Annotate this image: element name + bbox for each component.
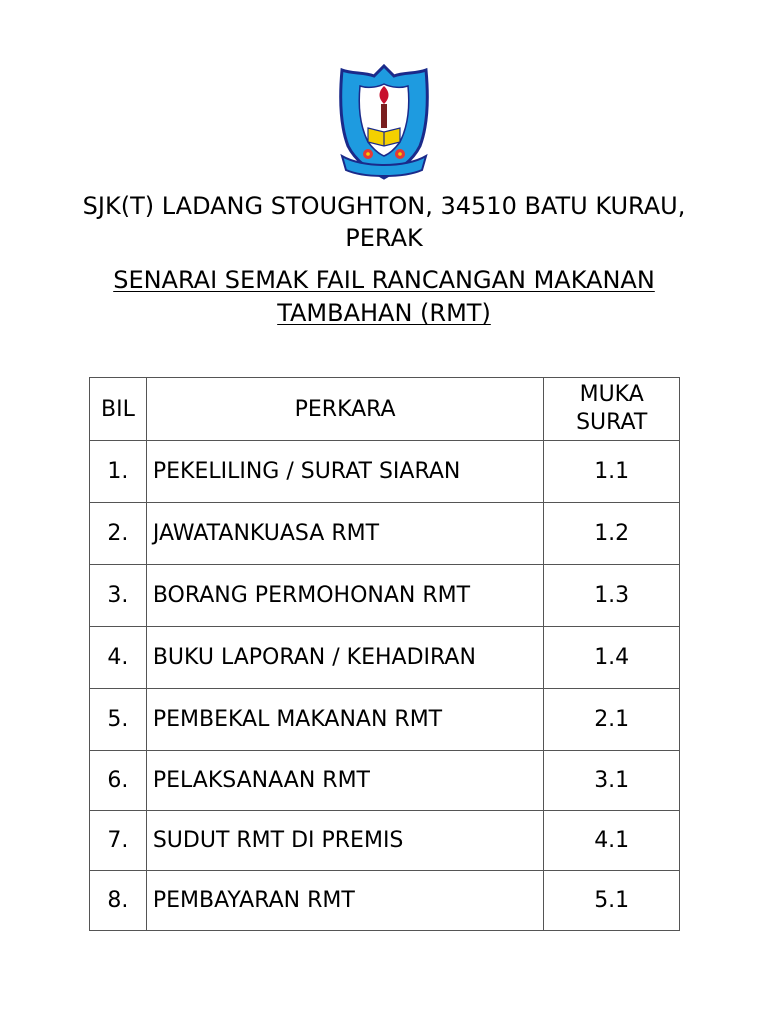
table-row (90, 751, 680, 811)
header-muka-line1: MUKA (579, 382, 644, 407)
header-muka-line2: SURAT (576, 410, 648, 435)
header-bil: BIL (90, 378, 147, 441)
row-perkara: PEKELILING / SURAT SIARAN (146, 441, 544, 503)
row-bil: 8. (90, 871, 147, 931)
row-muka-surat: 1.1 (544, 441, 680, 503)
row-muka-surat: 5.1 (544, 871, 680, 931)
table-header-row (90, 378, 680, 441)
row-muka-surat: 1.2 (544, 503, 680, 565)
table-row (90, 627, 680, 689)
document-title (60, 264, 708, 330)
row-perkara: PELAKSANAAN RMT (146, 751, 544, 811)
checklist-table (89, 377, 680, 931)
row-muka-surat: 3.1 (544, 751, 680, 811)
table-row (90, 441, 680, 503)
row-muka-surat: 4.1 (544, 811, 680, 871)
table-row (90, 811, 680, 871)
school-name: SJK(T) LADANG STOUGHTON, 34510 BATU KURAU, PERAK (82, 192, 686, 252)
row-perkara: PEMBEKAL MAKANAN RMT (146, 689, 544, 751)
table-row (90, 565, 680, 627)
row-bil: 3. (90, 565, 147, 627)
row-perkara: SUDUT RMT DI PREMIS (146, 811, 544, 871)
row-perkara: PEMBAYARAN RMT (146, 871, 544, 931)
row-bil: 5. (90, 689, 147, 751)
document-title-text: SENARAI SEMAK FAIL RANCANGAN MAKANAN TAMBAHAN (RMT) (113, 266, 655, 327)
row-muka-surat: 2.1 (544, 689, 680, 751)
row-muka-surat: 1.3 (544, 565, 680, 627)
school-crest-icon (334, 62, 434, 182)
table-row (90, 871, 680, 931)
row-perkara: JAWATANKUASA RMT (146, 503, 544, 565)
row-muka-surat: 1.4 (544, 627, 680, 689)
table-row (90, 689, 680, 751)
row-bil: 6. (90, 751, 147, 811)
row-perkara: BORANG PERMOHONAN RMT (146, 565, 544, 627)
table-row (90, 503, 680, 565)
row-bil: 7. (90, 811, 147, 871)
row-bil: 2. (90, 503, 147, 565)
row-perkara: BUKU LAPORAN / KEHADIRAN (146, 627, 544, 689)
header-perkara: PERKARA (146, 378, 544, 441)
row-bil: 1. (90, 441, 147, 503)
header-muka-surat (544, 378, 680, 441)
row-bil: 4. (90, 627, 147, 689)
